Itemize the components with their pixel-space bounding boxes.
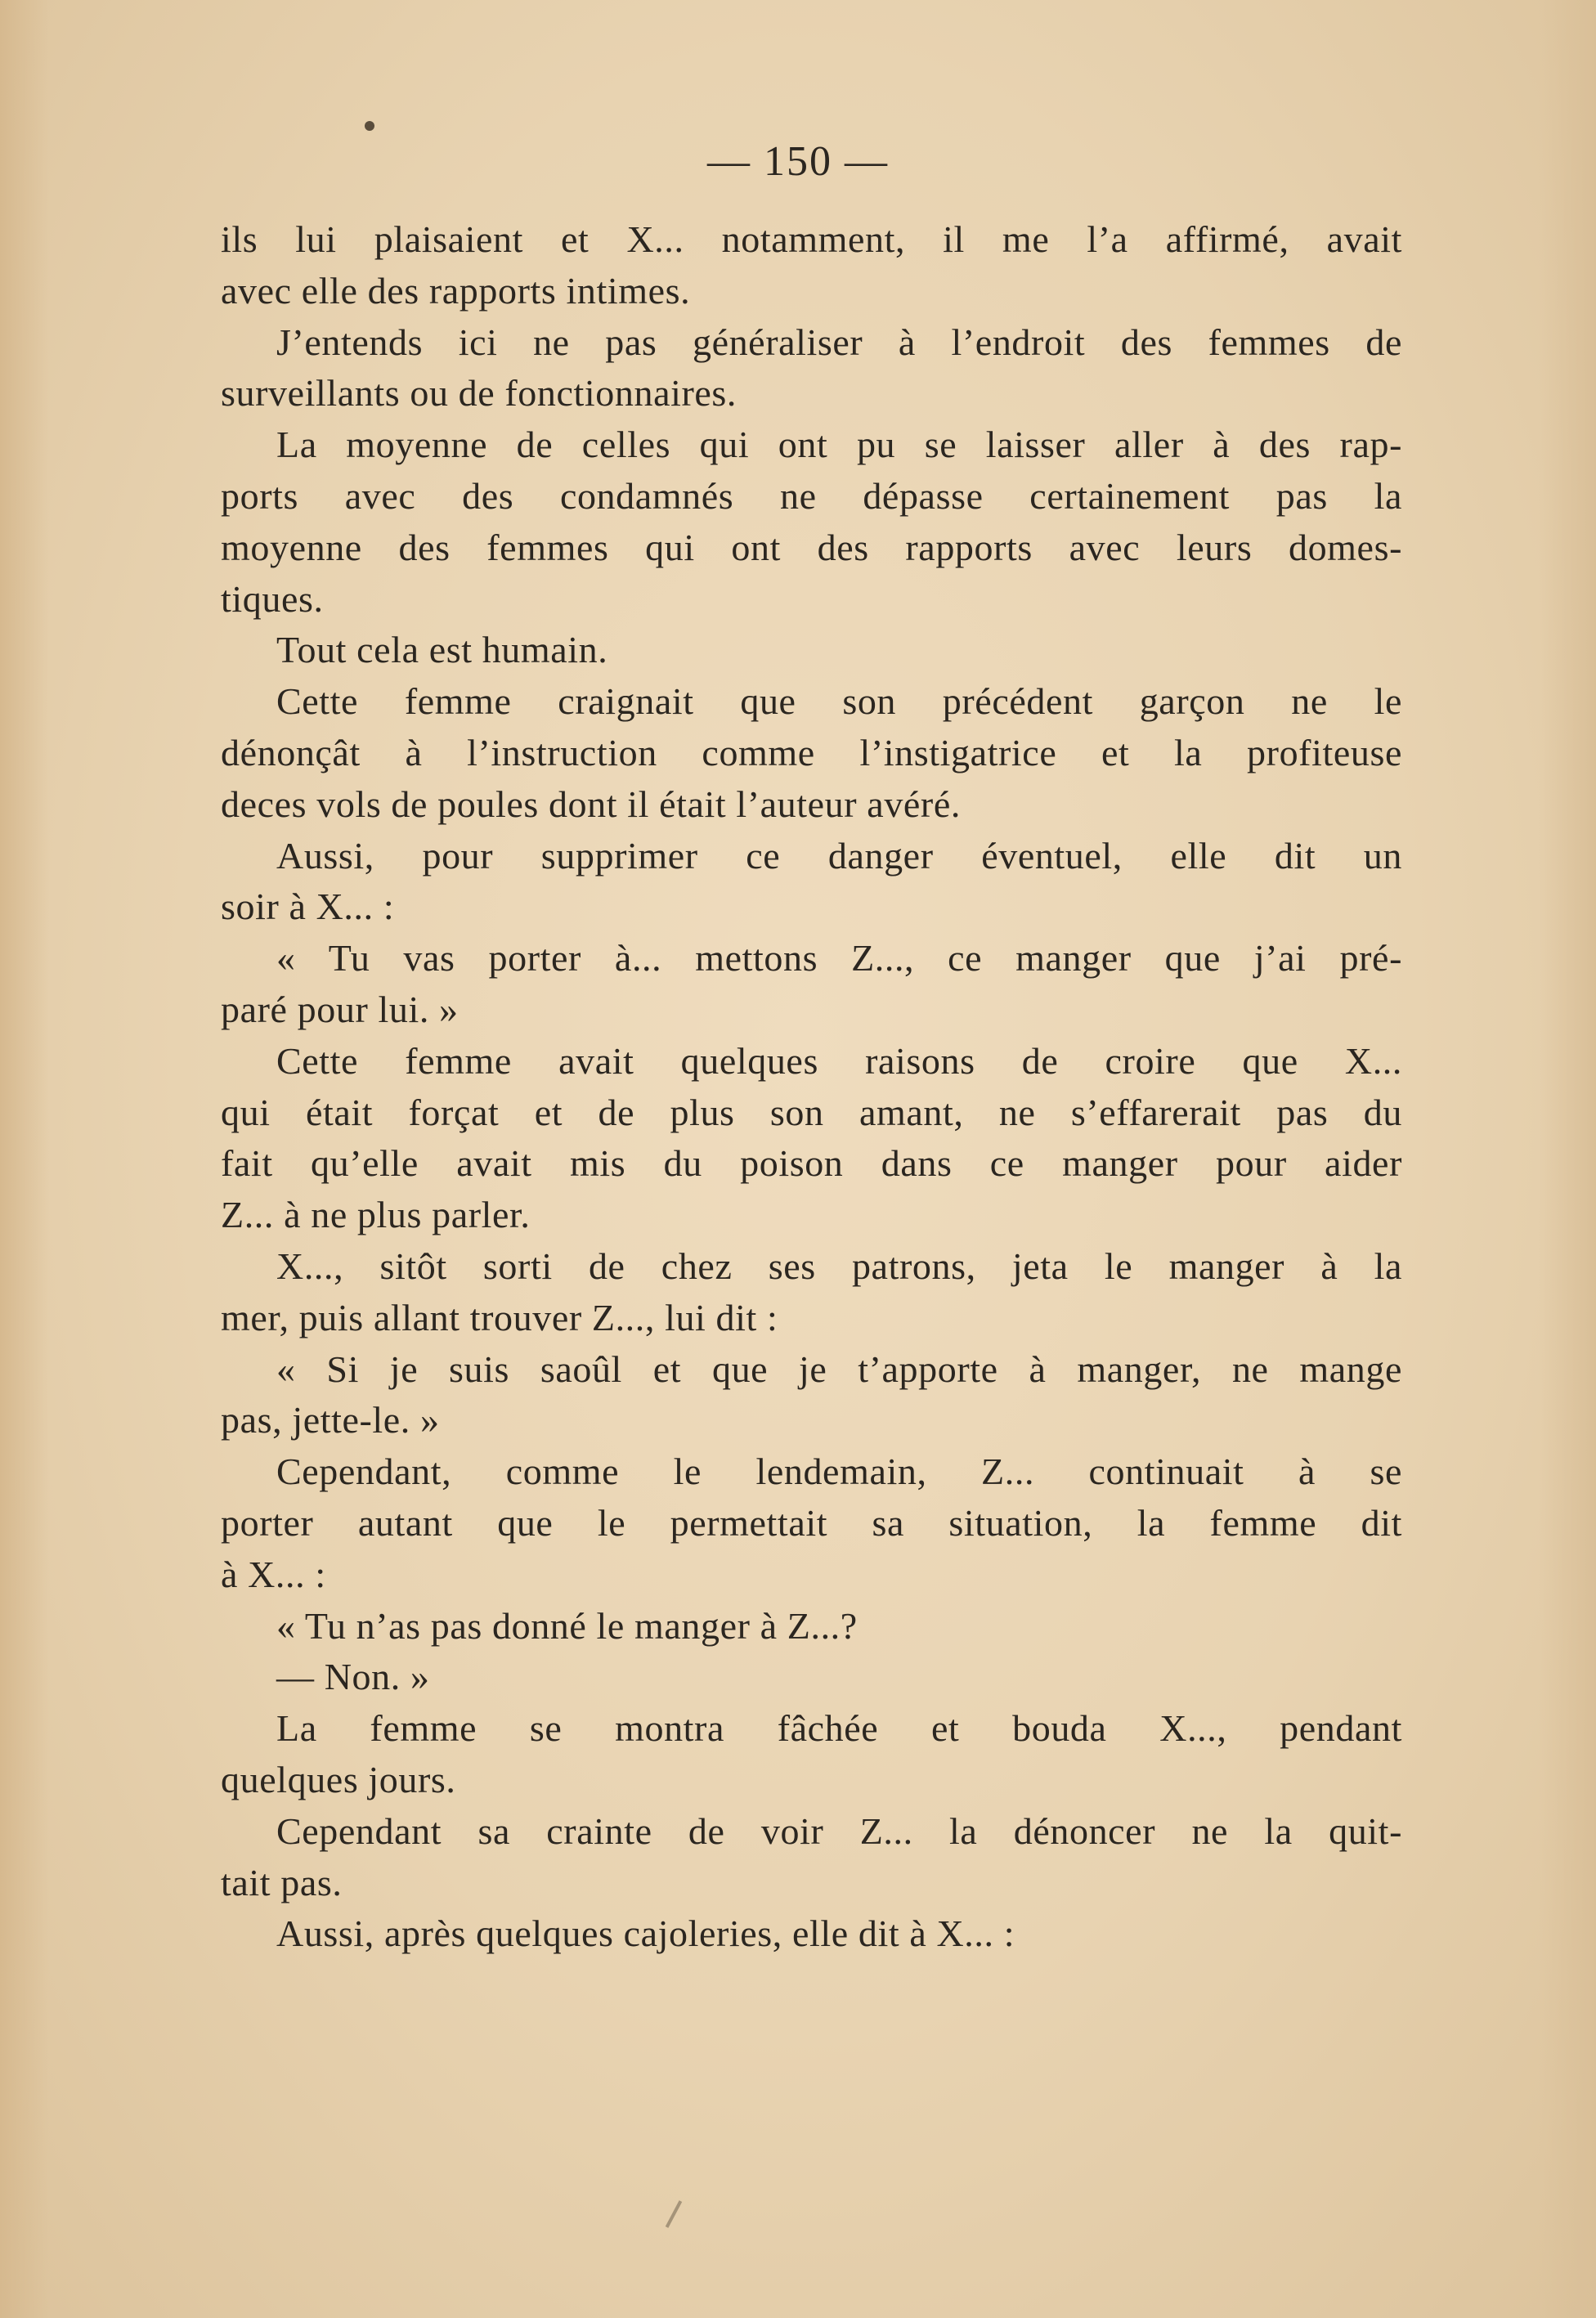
text-line: deces vols de poules dont il était l’auteur avéré. bbox=[221, 782, 961, 825]
text-line: Aussi, pour supprimer ce danger éventuel, elle dit un bbox=[276, 834, 1402, 877]
page-edge-right bbox=[1539, 0, 1596, 2318]
text-line: Aussi, après quelques cajoleries, elle dit à X... : bbox=[276, 1912, 1015, 1955]
text-line: Z... à ne plus parler. bbox=[221, 1194, 531, 1236]
text-line: Cette femme avait quelques raisons de croire que X... bbox=[276, 1039, 1402, 1082]
ink-speck bbox=[365, 121, 374, 131]
text-line: « Tu n’as pas donné le manger à Z...? bbox=[276, 1604, 858, 1647]
text-line: moyenne des femmes qui ont des rapports avec leurs domes- bbox=[221, 526, 1402, 568]
text-line: avec elle des rapports intimes. bbox=[221, 269, 691, 312]
text-line: tait pas. bbox=[221, 1861, 343, 1903]
text-line: mer, puis allant trouver Z..., lui dit : bbox=[221, 1296, 778, 1338]
text-line: La femme se montra fâchée et bouda X..., pendant bbox=[276, 1707, 1402, 1750]
text-line: à X... : bbox=[221, 1553, 326, 1595]
text-line: tiques. bbox=[221, 577, 324, 620]
text-line: « Tu vas porter à... mettons Z..., ce manger que j’ai pré- bbox=[276, 937, 1402, 980]
text-line: — Non. » bbox=[276, 1656, 430, 1698]
text-line: quelques jours. bbox=[221, 1758, 456, 1800]
text-line: pas, jette-le. » bbox=[221, 1399, 440, 1441]
text-line: qui était forçat et de plus son amant, ne s’effarerait pas du bbox=[221, 1091, 1402, 1133]
body-text bbox=[221, 214, 1402, 1960]
text-line: Cependant, comme le lendemain, Z... continuait à se bbox=[276, 1450, 1402, 1493]
text-line: Cette femme craignait que son précédent garçon ne le bbox=[276, 680, 1402, 723]
text-line: Cependant sa crainte de voir Z... la dénoncer ne la quit- bbox=[276, 1809, 1402, 1852]
text-line: X..., sitôt sorti de chez ses patrons, jeta le manger à la bbox=[276, 1244, 1402, 1287]
text-line: fait qu’elle avait mis du poison dans ce manger pour aider bbox=[221, 1142, 1402, 1185]
text-line: Tout cela est humain. bbox=[276, 629, 608, 671]
text-line: J’entends ici ne pas généraliser à l’endroit des femmes de bbox=[276, 321, 1402, 363]
pencil-mark bbox=[666, 2200, 682, 2228]
text-line: paré pour lui. » bbox=[221, 988, 459, 1030]
text-line: surveillants ou de fonctionnaires. bbox=[221, 372, 737, 415]
text-line: soir à X... : bbox=[221, 886, 395, 928]
text-line: ports avec des condamnés ne dépasse certainement pas la bbox=[221, 474, 1402, 517]
text-line: « Si je suis saoûl et que je t’apporte à manger, ne mange bbox=[276, 1347, 1402, 1390]
text-line: dénonçât à l’instruction comme l’instigatrice et la profiteuse bbox=[221, 731, 1402, 773]
page-edge-left bbox=[0, 0, 49, 2318]
text-line: ils lui plaisaient et X... notamment, il me l’a affirmé, avait bbox=[221, 218, 1402, 260]
text-line: La moyenne de celles qui ont pu se laisser aller à des rap- bbox=[276, 424, 1402, 466]
page-number: — 150 — bbox=[707, 138, 889, 185]
text-line: porter autant que le permettait sa situation, la femme dit bbox=[221, 1501, 1402, 1544]
